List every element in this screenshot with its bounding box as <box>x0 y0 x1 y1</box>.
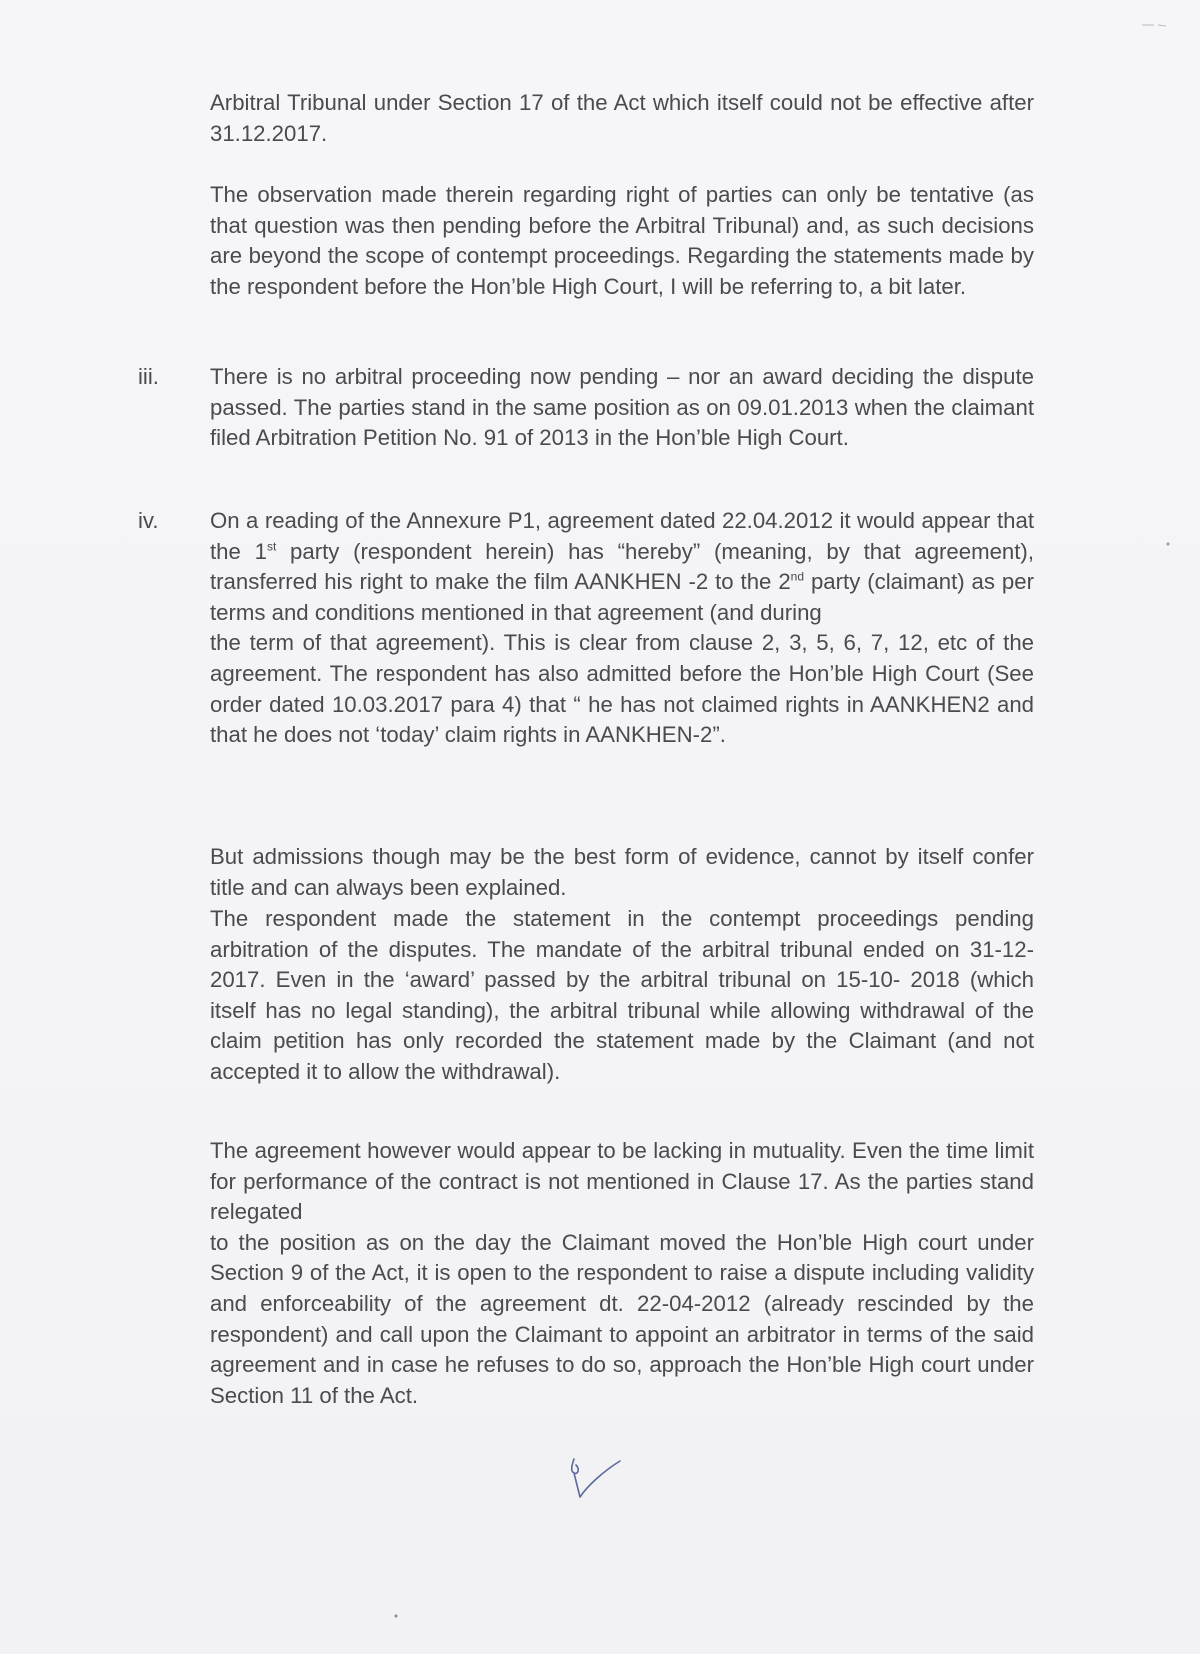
annexure-text-part-b: party (respondent herein) has “hereby” (meaning, by that agreement), transferred his right to make the film AANKHEN -2 to the 2 <box>210 538 1034 595</box>
list-marker-iv: iv. <box>138 508 159 533</box>
paragraph-arbitral-tribunal: Arbitral Tribunal under Section 17 of the Act which itself could not be effective after 31.12.2017. <box>210 90 1034 146</box>
paragraph-no-arbitral-proceeding: There is no arbitral proceeding now pending – nor an award deciding the dispute passed. The parties stand in the same position as on 09.01.2013 when the claimant filed Arbitration Petition No. 91 of 2013 in the Hon’ble High Court. <box>210 364 1034 451</box>
paragraph-annexure-p1 <box>210 506 1034 751</box>
annexure-text-part-c: party (claimant) as per terms and conditions mentioned in that agreement (and during <box>210 569 1034 625</box>
scan-artifact-dot <box>1164 540 1172 548</box>
list-marker-iii: iii. <box>138 364 159 389</box>
paragraph-observation: The observation made therein regarding right of parties can only be tentative (as that question was then pending before the Arbitral Tribunal) and, as such decisions are beyond the scope of contempt proceedings. Regarding the statements made by the respondent before the Hon’ble High Court, I will be referring to, a bit later. <box>210 182 1034 299</box>
superscript-nd: nd <box>790 569 805 584</box>
mutuality-text-part-b: to the position as on the day the Claimant moved the Hon’ble High court under Section 9 of the Act, it is open to the respondent to raise a dispute including validity and enforceability of the agreement dt. 22-04-2012 (already rescinded by the respondent) and call upon the Claimant to appoint an arbitrator in terms of the said agreement and in case he refuses to do so, approach the Hon’ble High court under Section 11 of the Act. <box>210 1229 1034 1408</box>
annexure-text-part-d: the term of that agreement). This is clear from clause 2, 3, 5, 6, 7, 12, etc of the agreement. The respondent has also admitted before the Hon’ble High Court (See order dated 10.03.2017 para 4) that “ he has not claimed rights in AANKHEN2 and that he does not ‘today’ claim rights in AANKHEN-2”. <box>210 630 1034 748</box>
handwritten-initial-signature <box>564 1455 624 1501</box>
scan-artifact-mark <box>1140 20 1180 30</box>
scan-artifact-dot <box>392 1612 400 1620</box>
paragraph-lacking-mutuality <box>210 1136 1034 1411</box>
annexure-text-part-a: On a reading of the Annexure P1, agreement dated 22.04.2012 it would appear that the 1 <box>210 508 1034 564</box>
paragraph-contempt-statement: The respondent made the statement in the contempt proceedings pending arbitration of the disputes. The mandate of the arbitral tribunal ended on 31-12-2017. Even in the ‘award’ passed by the arbitral tribunal on 15-10- 2018 (which itself has no legal standing), the arbitral tribunal while allowing withdrawal of the claim petition has only recorded the statement made by the Claimant (and not accepted it to allow the withdrawal). <box>210 906 1034 1084</box>
paragraph-admissions: But admissions though may be the best form of evidence, cannot by itself confer title and can always been explained. <box>210 844 1034 900</box>
mutuality-text-part-a: The agreement however would appear to be lacking in mutuality. Even the time limit for performance of the contract is not mentioned in Clause 17. As the parties stand relegated <box>210 1138 1034 1225</box>
superscript-st: st <box>266 539 277 554</box>
